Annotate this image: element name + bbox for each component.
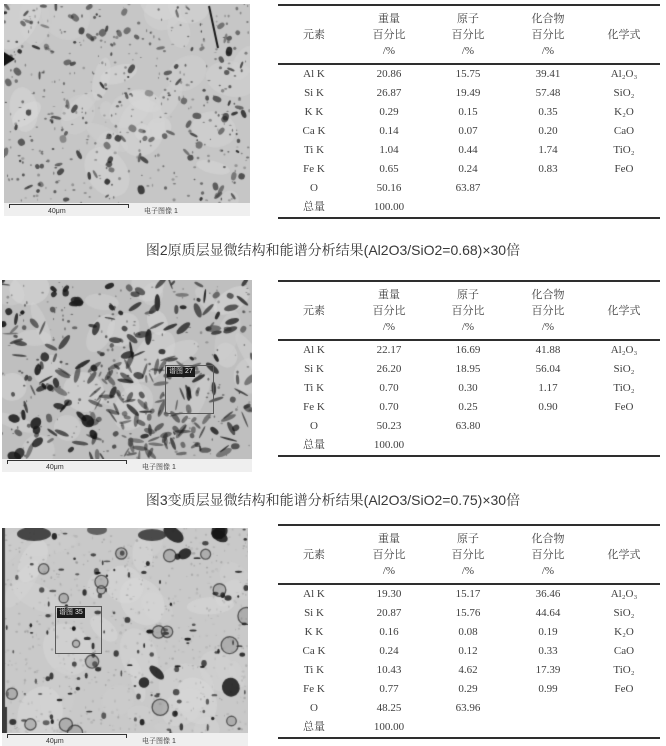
table-cell: TiO₂	[613, 382, 635, 394]
table-cell: CaO	[613, 645, 635, 657]
eds-table-2	[278, 280, 660, 457]
table-row	[278, 623, 660, 642]
table-cell: 26.87	[376, 87, 402, 99]
table-cell: 0.15	[458, 106, 478, 118]
table-cell: 63.87	[455, 182, 481, 194]
table-cell: O	[310, 182, 318, 194]
table-row	[278, 160, 660, 179]
header-text: 化合物	[531, 289, 565, 301]
sem-figure-3	[2, 528, 248, 746]
table-cell: K K	[304, 106, 324, 118]
table-row	[278, 64, 660, 84]
scale-bar	[7, 734, 127, 738]
header-text: 化合物	[531, 533, 565, 545]
col-weight-percent	[350, 525, 428, 584]
header-text: 百分比	[451, 305, 485, 317]
table-cell: 20.86	[376, 68, 402, 80]
col-weight-percent	[350, 281, 428, 340]
table-cell: 0.20	[538, 125, 558, 137]
table-cell: 0.30	[458, 382, 478, 394]
table-cell: 0.24	[379, 645, 399, 657]
table-cell: 0.08	[458, 626, 478, 638]
header-text: /%	[541, 45, 555, 57]
table-cell: 0.19	[538, 626, 558, 638]
header-text: 原子	[457, 289, 479, 301]
header-text: /%	[382, 321, 396, 333]
col-atomic-percent	[428, 281, 508, 340]
table-row	[278, 699, 660, 718]
table-cell: Ti K	[303, 382, 325, 394]
table-cell: 48.25	[376, 702, 402, 714]
table-cell: 50.16	[376, 182, 402, 194]
table-cell	[508, 198, 588, 218]
table-cell	[588, 179, 660, 198]
header-text: 重量	[378, 289, 400, 301]
header-text: 化学式	[607, 29, 641, 41]
table-row	[278, 198, 660, 218]
table-cell: 20.87	[376, 607, 402, 619]
table-cell: 1.04	[379, 144, 399, 156]
table-cell: K₂O	[614, 626, 634, 638]
table-cell	[508, 179, 588, 198]
header-text: /%	[382, 565, 396, 577]
figure-caption-3: 图3变质层显微结构和能谱分析结果(Al2O3/SiO2=0.75)×30倍	[145, 492, 521, 508]
col-weight-percent	[350, 5, 428, 64]
scale-bar	[9, 204, 129, 208]
table-cell: 0.16	[379, 626, 399, 638]
image-info-bar-2	[2, 459, 252, 472]
col-atomic-percent	[428, 5, 508, 64]
spectrum-box	[165, 365, 214, 414]
table-body-2	[278, 340, 660, 456]
scale-bar	[7, 460, 127, 464]
table-cell: O	[310, 420, 318, 432]
scale-label: 40μm	[46, 738, 64, 745]
table-cell: 16.69	[455, 344, 481, 356]
image-tag: 电子图像 1	[142, 738, 176, 745]
table-cell: Al K	[303, 344, 325, 356]
table-cell: 0.24	[458, 163, 478, 175]
table-row	[278, 379, 660, 398]
table-row	[278, 680, 660, 699]
table-cell: O	[310, 702, 318, 714]
table-header-1	[278, 5, 660, 64]
table-cell: 0.07	[458, 125, 478, 137]
header-text: 百分比	[531, 549, 565, 561]
table-row	[278, 718, 660, 738]
table-row	[278, 604, 660, 623]
col-compound-percent	[508, 525, 588, 584]
table-cell: 36.46	[535, 588, 561, 600]
header-text: 百分比	[372, 305, 406, 317]
col-compound-percent	[508, 281, 588, 340]
header-row	[278, 5, 660, 64]
table-cell: 0.44	[458, 144, 478, 156]
table-cell: 22.17	[376, 344, 402, 356]
table-row	[278, 642, 660, 661]
sem-micrograph-1	[4, 4, 250, 203]
image-info-bar-1	[4, 203, 250, 216]
table-cell: 0.35	[538, 106, 558, 118]
table-cell: SiO₂	[613, 607, 635, 619]
table-body-3	[278, 584, 660, 738]
header-text: 百分比	[372, 549, 406, 561]
table-cell	[588, 417, 660, 436]
col-element	[278, 281, 350, 340]
table-header-2	[278, 281, 660, 340]
table-cell	[588, 718, 660, 738]
table-row	[278, 417, 660, 436]
table-cell: 63.96	[455, 702, 481, 714]
table-cell: 0.29	[379, 106, 399, 118]
table-cell: 19.30	[376, 588, 402, 600]
table-cell: 0.29	[458, 683, 478, 695]
table-cell	[508, 699, 588, 718]
header-text: /%	[461, 45, 475, 57]
table-cell	[508, 436, 588, 456]
table-body-1	[278, 64, 660, 218]
table-cell: 1.17	[538, 382, 558, 394]
sem-micrograph-2	[2, 280, 252, 459]
table-cell: 0.90	[538, 401, 558, 413]
table-cell: Al K	[303, 588, 325, 600]
table-row	[278, 103, 660, 122]
table-cell: 0.70	[379, 382, 399, 394]
table-cell	[428, 718, 508, 738]
table-cell: Al₂O₃	[610, 588, 638, 600]
spectrum-box	[55, 606, 102, 654]
table-cell: 总量	[303, 721, 325, 733]
table-cell: 100.00	[373, 721, 405, 733]
table-cell: 50.23	[376, 420, 402, 432]
col-element	[278, 5, 350, 64]
table-cell: FeO	[614, 683, 634, 695]
table-cell: Si K	[304, 607, 324, 619]
table-cell: Fe K	[303, 163, 325, 175]
image-tag: 电子图像 1	[144, 208, 178, 215]
spectrum-label: 谱图 27	[169, 368, 193, 375]
table-cell: 18.95	[455, 363, 481, 375]
sem-figure-2	[2, 280, 252, 472]
header-text: 元素	[303, 29, 325, 41]
col-formula	[588, 281, 660, 340]
figure-caption-2: 图2原质层显微结构和能谱分析结果(Al2O3/SiO2=0.68)×30倍	[145, 242, 521, 258]
table-cell: 100.00	[373, 439, 405, 451]
table-cell: 4.62	[458, 664, 478, 676]
table-cell	[508, 718, 588, 738]
table-cell: 0.25	[458, 401, 478, 413]
table-cell: Al₂O₃	[610, 68, 638, 80]
table-cell: Fe K	[303, 401, 325, 413]
spectrum-label: 谱图 35	[59, 609, 83, 616]
table-row	[278, 84, 660, 103]
header-text: 原子	[457, 533, 479, 545]
scale-label: 40μm	[46, 464, 64, 471]
table-cell: FeO	[614, 163, 634, 175]
table-cell: TiO₂	[613, 664, 635, 676]
header-text: /%	[382, 45, 396, 57]
table-cell: K K	[304, 626, 324, 638]
header-text: 重量	[378, 533, 400, 545]
col-formula	[588, 5, 660, 64]
table-cell: TiO₂	[613, 144, 635, 156]
table-cell: 57.48	[535, 87, 561, 99]
table-cell: Si K	[304, 363, 324, 375]
table-row	[278, 141, 660, 160]
table-row	[278, 584, 660, 604]
sem-figure-1	[4, 4, 250, 216]
table-cell: 0.65	[379, 163, 399, 175]
header-text: 化合物	[531, 13, 565, 25]
table-cell: 44.64	[535, 607, 561, 619]
table-cell	[588, 699, 660, 718]
col-compound-percent	[508, 5, 588, 64]
table-cell: SiO₂	[613, 87, 635, 99]
header-text: 化学式	[607, 305, 641, 317]
header-text: 百分比	[451, 29, 485, 41]
table-cell	[428, 198, 508, 218]
table-cell: Ca K	[302, 645, 326, 657]
table-cell: SiO₂	[613, 363, 635, 375]
header-text: 百分比	[451, 549, 485, 561]
table-cell	[428, 436, 508, 456]
table-cell: Ti K	[303, 664, 325, 676]
header-text: 化学式	[607, 549, 641, 561]
eds-table-3	[278, 524, 660, 739]
sem-micrograph-3	[2, 528, 248, 733]
table-cell: FeO	[614, 401, 634, 413]
table-cell: 19.49	[455, 87, 481, 99]
header-text: /%	[461, 565, 475, 577]
image-info-bar-3	[2, 733, 248, 746]
table-cell: 总量	[303, 439, 325, 451]
table-row	[278, 340, 660, 360]
table-cell	[588, 198, 660, 218]
table-header-3	[278, 525, 660, 584]
table-cell: 15.17	[455, 588, 481, 600]
header-text: 元素	[303, 549, 325, 561]
table-cell: 0.12	[458, 645, 478, 657]
table-cell: 26.20	[376, 363, 402, 375]
table-row	[278, 436, 660, 456]
scale-label: 40μm	[48, 208, 66, 215]
header-text: 原子	[457, 13, 479, 25]
table-row	[278, 360, 660, 379]
table-cell: 0.14	[379, 125, 399, 137]
eds-table-1	[278, 4, 660, 219]
table-cell: 15.75	[455, 68, 481, 80]
table-cell: 0.33	[538, 645, 558, 657]
header-text: 百分比	[531, 305, 565, 317]
table-cell: 56.04	[535, 363, 561, 375]
header-text: /%	[541, 565, 555, 577]
table-cell: 0.70	[379, 401, 399, 413]
table-cell: 100.00	[373, 201, 405, 213]
table-cell: 39.41	[535, 68, 561, 80]
col-formula	[588, 525, 660, 584]
table-cell	[588, 436, 660, 456]
table-row	[278, 179, 660, 198]
table-cell: 63.80	[455, 420, 481, 432]
table-cell: 15.76	[455, 607, 481, 619]
table-row	[278, 661, 660, 680]
header-row	[278, 525, 660, 584]
table-cell: 总量	[303, 201, 325, 213]
col-atomic-percent	[428, 525, 508, 584]
table-cell: 41.88	[535, 344, 561, 356]
table-cell	[508, 417, 588, 436]
table-cell: 17.39	[535, 664, 561, 676]
header-text: /%	[461, 321, 475, 333]
table-cell: 1.74	[538, 144, 558, 156]
table-cell: Ca K	[302, 125, 326, 137]
table-cell: Al K	[303, 68, 325, 80]
header-text: /%	[541, 321, 555, 333]
table-cell: 0.99	[538, 683, 558, 695]
header-text: 元素	[303, 305, 325, 317]
table-cell: Ti K	[303, 144, 325, 156]
table-cell: CaO	[613, 125, 635, 137]
table-cell: Fe K	[303, 683, 325, 695]
col-element	[278, 525, 350, 584]
header-row	[278, 281, 660, 340]
table-cell: K₂O	[614, 106, 634, 118]
table-cell: 10.43	[376, 664, 402, 676]
table-cell: Si K	[304, 87, 324, 99]
header-text: 百分比	[531, 29, 565, 41]
table-row	[278, 122, 660, 141]
image-tag: 电子图像 1	[142, 464, 176, 471]
table-cell: 0.83	[538, 163, 558, 175]
table-cell: Al₂O₃	[610, 344, 638, 356]
header-text: 百分比	[372, 29, 406, 41]
table-cell: 0.77	[379, 683, 399, 695]
header-text: 重量	[378, 13, 400, 25]
table-row	[278, 398, 660, 417]
